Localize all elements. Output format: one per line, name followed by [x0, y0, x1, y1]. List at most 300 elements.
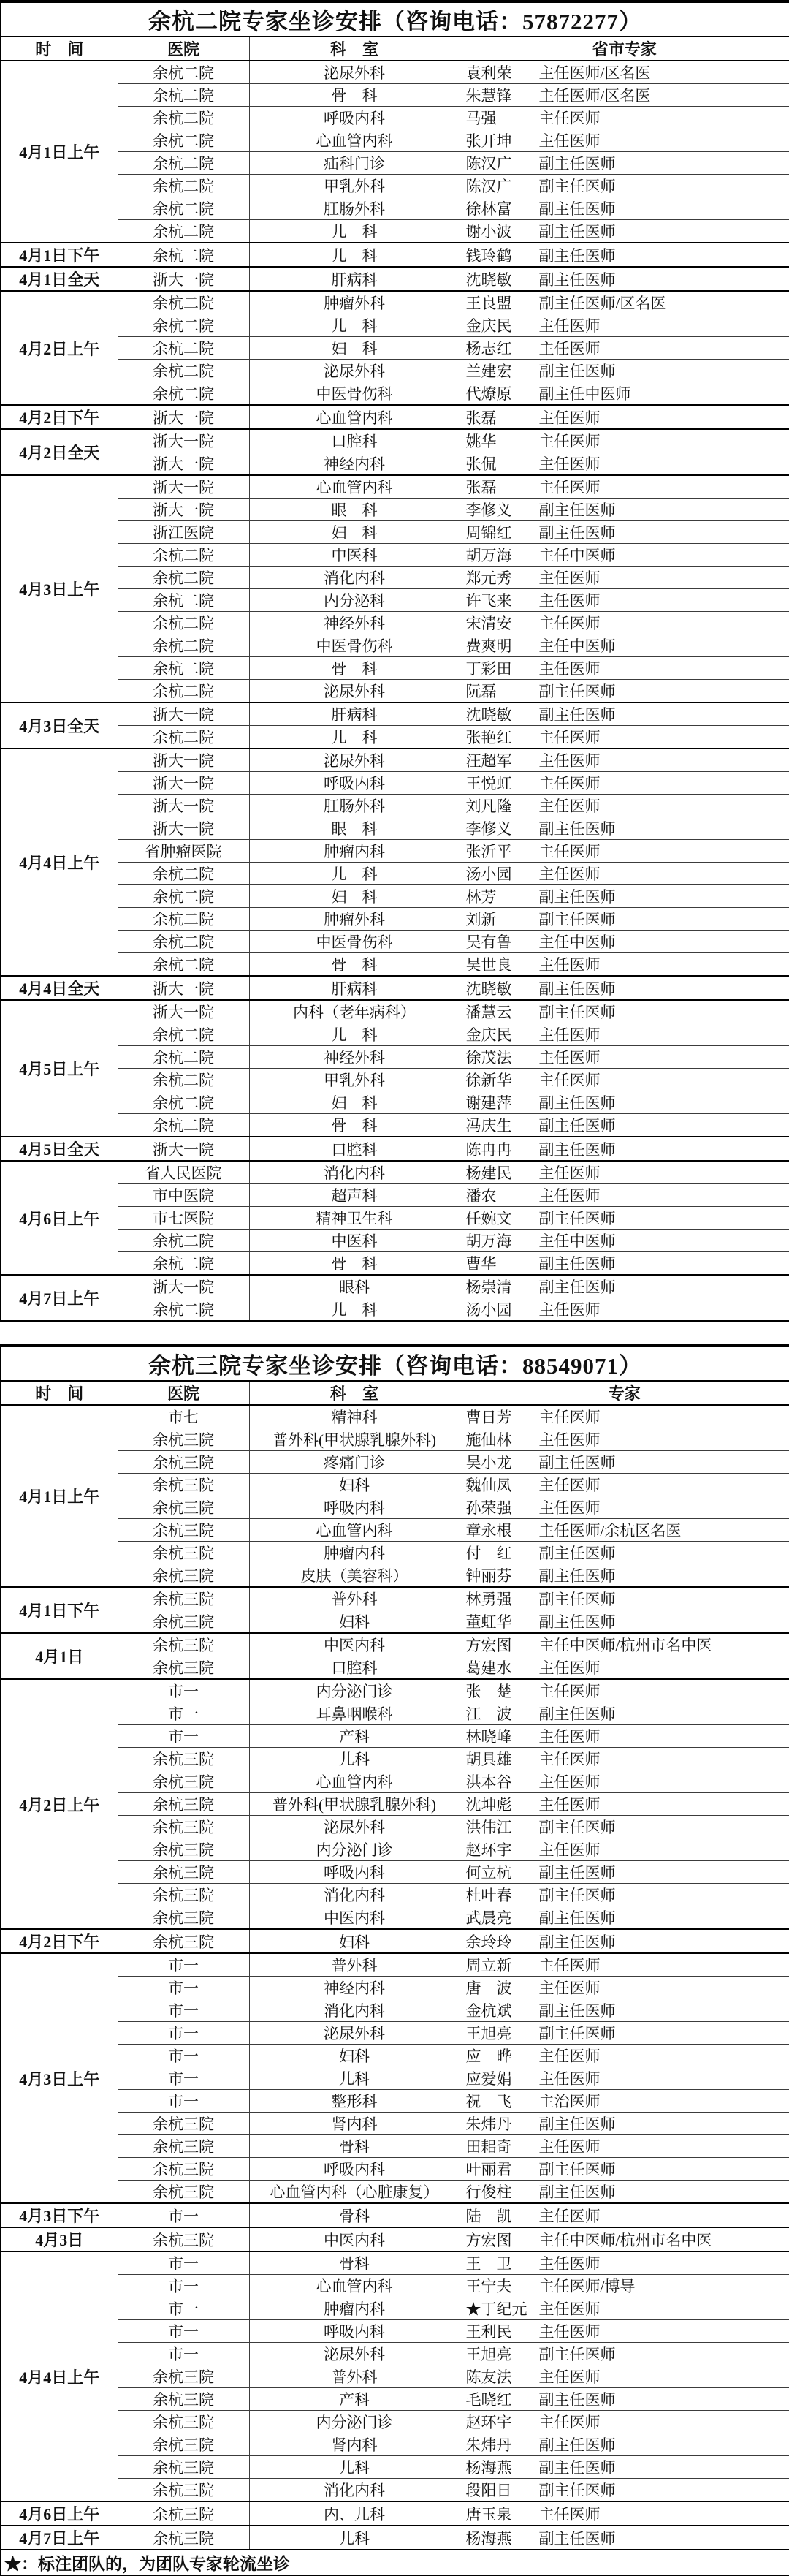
schedule-row — [1, 1046, 789, 1069]
schedule-row — [1, 1184, 789, 1207]
expert-title: 副主任医师 — [538, 1864, 616, 1882]
expert-title: 主任医师 — [538, 1164, 601, 1182]
expert-name: 金杭斌 — [465, 2002, 512, 2020]
expert-cell — [460, 499, 789, 521]
expert-name: 徐林富 — [465, 200, 512, 218]
expert-title: 副主任医师 — [538, 2346, 616, 2363]
expert-name: 朱炜丹 — [465, 2115, 512, 2133]
expert-cell — [460, 220, 789, 243]
expert-title: 副主任医师 — [538, 524, 616, 542]
expert-name: 方宏图 — [465, 2231, 512, 2249]
department-cell: 泌尿外科 — [249, 749, 460, 772]
schedule-row — [1, 2297, 789, 2320]
schedule-row — [1, 2251, 789, 2275]
table1-col-header-hospital: 医院 — [118, 37, 249, 61]
schedule-row — [1, 1161, 789, 1184]
schedule-row — [1, 405, 789, 429]
expert-name: 吴小龙 — [465, 1454, 512, 1471]
department-cell: 心血管内科 — [249, 405, 460, 429]
schedule-row — [1, 2501, 789, 2526]
expert-title: 副主任医师 — [538, 911, 616, 928]
expert-cell — [460, 726, 789, 749]
department-cell: 肝病科 — [249, 267, 460, 291]
department-cell: 中医骨伤科 — [249, 931, 460, 953]
expert-cell — [460, 1679, 789, 1702]
department-cell: 泌尿外科 — [249, 360, 460, 382]
expert-cell — [460, 2501, 789, 2526]
expert-name: 许飞来 — [465, 592, 512, 610]
schedule-row — [1, 1564, 789, 1588]
department-cell: 眼 科 — [249, 499, 460, 521]
schedule-row — [1, 2113, 789, 2135]
time-cell: 4月4日上午 — [1, 749, 118, 976]
expert-title: 副主任医师 — [538, 1140, 616, 1159]
expert-cell — [460, 931, 789, 953]
schedule-row — [1, 1679, 789, 1702]
expert-title: 主任医师 — [538, 1751, 601, 1768]
expert-cell — [460, 1929, 789, 1953]
expert-title: 副主任医师 — [538, 363, 616, 380]
schedule-row — [1, 863, 789, 885]
time-cell: 4月2日上午 — [1, 1679, 118, 1929]
expert-cell — [460, 817, 789, 840]
expert-cell — [460, 1953, 789, 1977]
table1-col-header-time: 时 间 — [1, 37, 118, 61]
schedule-row — [1, 1207, 789, 1230]
expert-title: 主任医师 — [538, 1796, 601, 1814]
expert-cell — [460, 1091, 789, 1114]
department-cell: 儿科 — [249, 2456, 460, 2479]
hospital-cell: 市一 — [118, 1679, 249, 1702]
schedule-row — [1, 291, 789, 314]
expert-cell — [460, 1451, 789, 1474]
expert-name: 魏仙凤 — [465, 1477, 512, 1494]
expert-title: 副主任医师 — [538, 2482, 616, 2499]
hospital-cell: 浙大一院 — [118, 429, 249, 452]
hospital-cell: 余杭三院 — [118, 2135, 249, 2158]
hospital-cell: 余杭二院 — [118, 1230, 249, 1252]
hospital-cell: 市一 — [118, 1999, 249, 2022]
hospital-cell: 余杭三院 — [118, 1610, 249, 1634]
department-cell: 消化内科 — [249, 1161, 460, 1184]
hospital-cell: 余杭二院 — [118, 243, 249, 267]
schedule-row — [1, 1298, 789, 1322]
department-cell: 儿 科 — [249, 863, 460, 885]
schedule-row — [1, 1702, 789, 1725]
hospital-cell: 余杭三院 — [118, 1474, 249, 1496]
department-cell: 肝病科 — [249, 702, 460, 726]
schedule-row — [1, 953, 789, 977]
hospital-cell: 余杭三院 — [118, 1519, 249, 1542]
hospital-cell: 余杭二院 — [118, 1298, 249, 1322]
schedule-row — [1, 2365, 789, 2388]
footnote-empty-cell — [460, 2550, 789, 2575]
time-cell: 4月1日下午 — [1, 1587, 118, 1633]
department-cell: 普外科 — [249, 1587, 460, 1610]
expert-cell — [460, 197, 789, 220]
schedule-row — [1, 2526, 789, 2550]
department-cell: 骨 科 — [249, 84, 460, 107]
department-cell: 妇 科 — [249, 521, 460, 544]
schedule-row — [1, 452, 789, 476]
table1-title-row — [1, 1, 789, 37]
schedule-row — [1, 475, 789, 499]
hospital-cell: 余杭三院 — [118, 1451, 249, 1474]
expert-title: 主任医师 — [538, 455, 601, 473]
expert-name: 钱玲鹤 — [465, 246, 512, 265]
department-cell: 呼吸内科 — [249, 1861, 460, 1884]
expert-name: 郑元秀 — [465, 569, 512, 587]
hospital-cell: 余杭二院 — [118, 544, 249, 567]
hospital-cell: 浙大一院 — [118, 702, 249, 726]
expert-name: 付 红 — [465, 1545, 512, 1562]
department-cell: 儿 科 — [249, 314, 460, 337]
expert-title: 副主任医师 — [538, 2391, 616, 2409]
department-cell: 心血管内科（心脏康复） — [249, 2181, 460, 2204]
expert-title: 主任医师 — [538, 2300, 601, 2318]
expert-cell — [460, 1275, 789, 1298]
hospital-cell: 余杭二院 — [118, 1091, 249, 1114]
department-cell: 内科（老年病科） — [249, 1000, 460, 1023]
expert-name: 林勇强 — [465, 1591, 512, 1608]
expert-title: 副主任医师/区名医 — [538, 295, 666, 312]
hospital-cell: 余杭二院 — [118, 863, 249, 885]
hospital-cell: 省肿瘤医院 — [118, 840, 249, 863]
expert-title: 主任医师 — [538, 843, 601, 860]
schedule-row — [1, 267, 789, 291]
hospital-cell: 余杭三院 — [118, 2113, 249, 2135]
table2-body — [1, 1405, 789, 2550]
expert-cell — [460, 1023, 789, 1046]
time-cell: 4月4日全天 — [1, 976, 118, 1000]
expert-title: 主任医师 — [538, 110, 601, 127]
expert-title: 副主任医师 — [538, 501, 616, 519]
table2-title: 余杭三院专家坐诊安排（咨询电话：88549071） — [1, 1346, 789, 1381]
expert-cell — [460, 1137, 789, 1161]
department-cell: 骨科 — [249, 2251, 460, 2275]
expert-cell — [460, 2365, 789, 2388]
department-cell: 消化内科 — [249, 567, 460, 589]
expert-name: 汪超军 — [465, 752, 512, 770]
expert-name: 金庆民 — [465, 317, 512, 335]
hospital-cell: 余杭二院 — [118, 567, 249, 589]
expert-title: 主任医师 — [538, 1431, 601, 1449]
expert-cell — [460, 1884, 789, 1906]
hospital-cell: 余杭二院 — [118, 612, 249, 634]
expert-cell — [460, 1207, 789, 1230]
hospital-cell: 市一 — [118, 2251, 249, 2275]
hospital-cell: 余杭三院 — [118, 1793, 249, 1816]
hospital-cell: 余杭三院 — [118, 1770, 249, 1793]
schedule-row — [1, 1748, 789, 1770]
expert-cell — [460, 1184, 789, 1207]
expert-cell — [460, 2158, 789, 2181]
hospital-cell: 余杭二院 — [118, 908, 249, 931]
expert-title: 副主任医师 — [538, 1094, 616, 1112]
hospital-cell: 市一 — [118, 2320, 249, 2343]
schedule-row — [1, 908, 789, 931]
hospital-cell: 余杭三院 — [118, 1542, 249, 1564]
expert-name: 胡万海 — [465, 547, 512, 564]
expert-cell — [460, 382, 789, 406]
expert-name: 董虹华 — [465, 1613, 512, 1631]
expert-cell — [460, 2045, 789, 2067]
expert-title: 主任医师 — [538, 752, 601, 770]
schedule-row — [1, 2227, 789, 2251]
expert-cell — [460, 452, 789, 476]
schedule-row — [1, 1519, 789, 1542]
hospital-cell: 余杭二院 — [118, 197, 249, 220]
department-cell: 中医科 — [249, 1230, 460, 1252]
expert-title: 副主任医师 — [538, 820, 616, 838]
expert-cell — [460, 314, 789, 337]
expert-name: 杨建民 — [465, 1164, 512, 1182]
schedule-row — [1, 2181, 789, 2204]
expert-title: 主任医师 — [538, 2323, 601, 2341]
department-cell: 口腔科 — [249, 1137, 460, 1161]
schedule-row — [1, 2456, 789, 2479]
schedule-row — [1, 976, 789, 1000]
expert-name: 金庆民 — [465, 1026, 512, 1044]
expert-cell — [460, 863, 789, 885]
hospital-cell: 余杭三院 — [118, 1587, 249, 1610]
department-cell: 普外科(甲状腺乳腺外科) — [249, 1428, 460, 1451]
table-gap — [0, 1322, 789, 1344]
hospital-cell: 市一 — [118, 2203, 249, 2227]
table2-col-header-experts: 专家 — [460, 1381, 789, 1405]
department-cell: 泌尿外科 — [249, 680, 460, 703]
expert-cell — [460, 175, 789, 197]
expert-name: 李修义 — [465, 501, 512, 519]
expert-cell — [460, 1230, 789, 1252]
schedule-row — [1, 1023, 789, 1046]
hospital-cell: 市七医院 — [118, 1207, 249, 1230]
expert-cell — [460, 1069, 789, 1091]
hospital-cell: 余杭三院 — [118, 2181, 249, 2204]
department-cell: 妇科 — [249, 1474, 460, 1496]
expert-name: 杨海燕 — [465, 2459, 512, 2477]
hospital-cell: 余杭二院 — [118, 129, 249, 152]
expert-title: 副主任医师 — [538, 1255, 616, 1273]
expert-title: 副主任医师 — [538, 2161, 616, 2178]
hospital-cell: 市一 — [118, 2343, 249, 2365]
schedule-row — [1, 680, 789, 703]
expert-cell — [460, 1977, 789, 1999]
expert-name: 孙荣强 — [465, 1499, 512, 1517]
department-cell: 骨科 — [249, 2135, 460, 2158]
footnote-row — [1, 2550, 789, 2575]
hospital-cell: 余杭二院 — [118, 291, 249, 314]
expert-title: 副主任医师 — [538, 1004, 616, 1021]
expert-cell — [460, 2227, 789, 2251]
expert-title: 副主任医师 — [538, 2025, 616, 2042]
department-cell: 中医内科 — [249, 2227, 460, 2251]
hospital-cell: 余杭三院 — [118, 2501, 249, 2526]
expert-cell — [460, 2275, 789, 2297]
expert-cell — [460, 544, 789, 567]
expert-title: 副主任医师 — [538, 155, 616, 173]
hospital-cell: 浙大一院 — [118, 499, 249, 521]
expert-title: 主任医师 — [538, 1957, 601, 1974]
expert-name: 钟丽芬 — [465, 1567, 512, 1585]
schedule-row — [1, 1816, 789, 1838]
schedule-row — [1, 612, 789, 634]
department-cell: 儿 科 — [249, 1023, 460, 1046]
expert-name: 段阳日 — [465, 2482, 512, 2499]
hospital-cell: 市七 — [118, 1405, 249, 1428]
expert-cell — [460, 337, 789, 360]
hospital-cell: 余杭二院 — [118, 84, 249, 107]
expert-cell — [460, 795, 789, 817]
hospital-cell: 余杭三院 — [118, 1496, 249, 1519]
expert-cell — [460, 2388, 789, 2411]
schedule-row — [1, 243, 789, 267]
department-cell: 儿 科 — [249, 220, 460, 243]
schedule-row — [1, 2275, 789, 2297]
expert-cell — [460, 2203, 789, 2227]
hospital-cell: 余杭三院 — [118, 1884, 249, 1906]
schedule-row — [1, 1656, 789, 1680]
expert-cell — [460, 1999, 789, 2022]
hospital-cell: 浙大一院 — [118, 452, 249, 476]
schedule-row — [1, 1091, 789, 1114]
time-cell: 4月1日全天 — [1, 267, 118, 291]
table2-header-row — [1, 1381, 789, 1405]
expert-name: 余玲玲 — [465, 1933, 512, 1951]
expert-title: 副主任医师 — [538, 200, 616, 218]
expert-title: 主任医师 — [538, 1026, 601, 1044]
department-cell: 神经内科 — [249, 452, 460, 476]
schedule-row — [1, 1725, 789, 1748]
expert-name: 吴有鲁 — [465, 933, 512, 951]
schedule-row — [1, 360, 789, 382]
table2-col-header-hospital: 医院 — [118, 1381, 249, 1405]
expert-title: 主任医师 — [538, 1728, 601, 1746]
department-cell: 妇科 — [249, 1929, 460, 1953]
expert-name: 张磊 — [465, 409, 497, 427]
department-cell: 精神科 — [249, 1405, 460, 1428]
hospital-cell: 浙大一院 — [118, 1000, 249, 1023]
hospital-cell: 浙大一院 — [118, 405, 249, 429]
department-cell: 儿 科 — [249, 243, 460, 267]
hospital-cell: 余杭二院 — [118, 1046, 249, 1069]
department-cell: 内分泌门诊 — [249, 1838, 460, 1861]
expert-cell — [460, 2090, 789, 2113]
expert-name: 林芳 — [465, 888, 497, 906]
department-cell: 儿 科 — [249, 726, 460, 749]
department-cell: 耳鼻咽喉科 — [249, 1702, 460, 1725]
expert-title: 主任医师 — [538, 2138, 601, 2156]
expert-cell — [460, 107, 789, 129]
expert-name: 王旭亮 — [465, 2346, 512, 2363]
department-cell: 超声科 — [249, 1184, 460, 1207]
department-cell: 肛肠外科 — [249, 197, 460, 220]
department-cell: 心血管内科 — [249, 1519, 460, 1542]
schedule-row — [1, 1496, 789, 1519]
department-cell: 骨 科 — [249, 1252, 460, 1276]
expert-cell — [460, 1542, 789, 1564]
expert-title: 主任医师 — [538, 340, 601, 357]
expert-title: 副主任医师 — [538, 1210, 616, 1227]
department-cell: 泌尿外科 — [249, 2343, 460, 2365]
department-cell: 整形科 — [249, 2090, 460, 2113]
time-cell: 4月7日上午 — [1, 2526, 118, 2550]
expert-title: 主任医师 — [538, 479, 601, 496]
hospital-cell: 浙大一院 — [118, 475, 249, 499]
schedule-row — [1, 1770, 789, 1793]
expert-name: 章永根 — [465, 1522, 512, 1539]
expert-title: 主任医师 — [538, 409, 601, 427]
expert-name: 胡万海 — [465, 1232, 512, 1250]
table1-col-header-experts: 省市专家 — [460, 37, 789, 61]
expert-name: 杨崇清 — [465, 1278, 512, 1296]
hospital-cell: 余杭三院 — [118, 1861, 249, 1884]
table1-header-row — [1, 37, 789, 61]
department-cell: 泌尿外科 — [249, 61, 460, 84]
time-cell: 4月5日全天 — [1, 1137, 118, 1161]
expert-name: 王良盟 — [465, 295, 512, 312]
expert-title: 主任医师 — [538, 729, 601, 746]
expert-title: 主任医师 — [538, 2047, 601, 2065]
expert-cell — [460, 680, 789, 703]
hospital-cell: 余杭二院 — [118, 953, 249, 977]
department-cell: 内、儿科 — [249, 2501, 460, 2526]
expert-name: 唐玉泉 — [465, 2505, 512, 2523]
schedule-row — [1, 1451, 789, 1474]
hospital-cell: 余杭三院 — [118, 1748, 249, 1770]
department-cell: 心血管内科 — [249, 129, 460, 152]
table2-col-header-department: 科 室 — [249, 1381, 460, 1405]
department-cell: 儿科 — [249, 2526, 460, 2550]
expert-cell — [460, 702, 789, 726]
expert-name: 赵环宇 — [465, 2414, 512, 2431]
expert-title: 主任医师 — [538, 2255, 601, 2273]
expert-cell — [460, 976, 789, 1000]
schedule-row — [1, 1587, 789, 1610]
expert-cell — [460, 1793, 789, 1816]
department-cell: 口腔科 — [249, 429, 460, 452]
expert-name: 朱炜丹 — [465, 2436, 512, 2454]
time-cell: 4月1日下午 — [1, 243, 118, 267]
expert-title: 主任医师 — [538, 2207, 601, 2225]
expert-title: 主任医师 — [538, 1072, 601, 1089]
expert-title: 主任医师 — [538, 615, 601, 632]
expert-title: 主任医师 — [538, 660, 601, 678]
department-cell: 妇 科 — [249, 337, 460, 360]
department-cell: 骨 科 — [249, 953, 460, 977]
expert-cell — [460, 2411, 789, 2433]
department-cell: 骨科 — [249, 2203, 460, 2227]
expert-cell — [460, 1428, 789, 1451]
expert-title: 副主任医师 — [538, 1613, 616, 1631]
expert-title: 副主任医师 — [538, 1909, 616, 1927]
hospital-cell: 余杭二院 — [118, 314, 249, 337]
schedule-row — [1, 382, 789, 406]
expert-title: 主任医师 — [538, 775, 601, 792]
expert-name: 武晨亮 — [465, 1909, 512, 1927]
expert-name: 王悦虹 — [465, 775, 512, 792]
time-cell: 4月3日 — [1, 2227, 118, 2251]
schedule-row — [1, 1633, 789, 1656]
expert-title: 副主任医师 — [538, 1545, 616, 1562]
schedule-row — [1, 1906, 789, 1930]
expert-name: 田耜奇 — [465, 2138, 512, 2156]
expert-cell — [460, 129, 789, 152]
schedule-row — [1, 521, 789, 544]
schedule-row — [1, 84, 789, 107]
expert-name: 沈坤彪 — [465, 1796, 512, 1814]
department-cell: 中医科 — [249, 544, 460, 567]
